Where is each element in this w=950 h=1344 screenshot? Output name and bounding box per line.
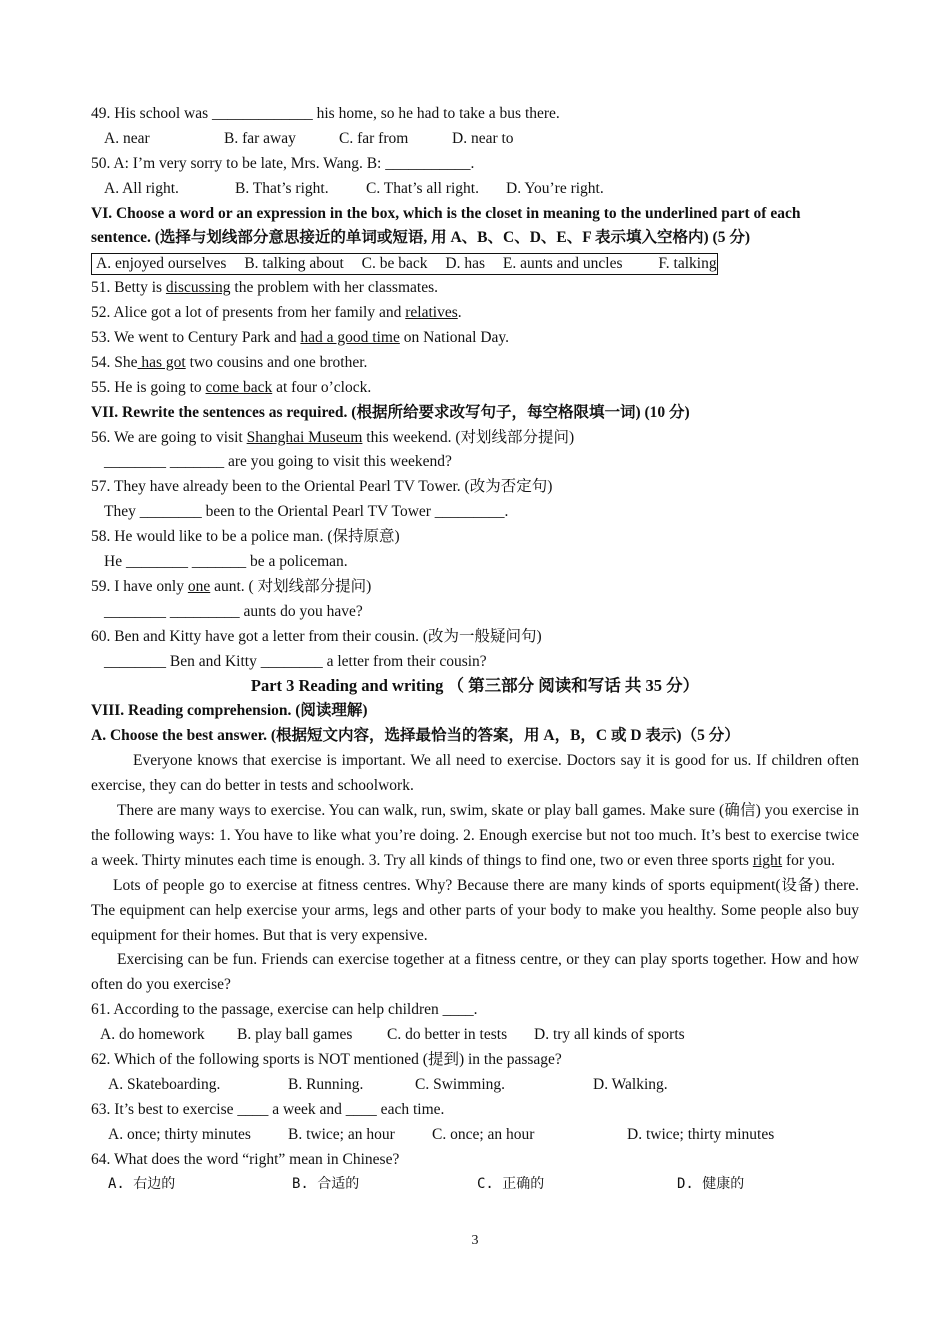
q63-options: [91, 1123, 859, 1148]
q64-option-a: A. 右边的: [108, 1176, 176, 1193]
q55-post: at four o’clock.: [272, 378, 372, 396]
passage-paragraph-3: Lots of people go to exercise at fitness centres. Why? Because there are many kinds of sports equipment(设备) there. The equipment can help exercise your arms, legs and other parts of your body to make you healthy. Some people also buy equipment for their homes. But that is very expensive.: [91, 876, 859, 944]
q59-underlined: one: [187, 577, 211, 595]
passage-p2-underlined: right: [752, 851, 783, 869]
q52-post: .: [457, 304, 462, 322]
q62-options: [91, 1073, 859, 1098]
q62-option-a: A. Skateboarding.: [108, 1075, 221, 1093]
q63-option-a: A. once; thirty minutes: [108, 1125, 251, 1143]
q60-stem: 60. Ben and Kitty have got a letter from their cousin. (改为一般疑问句): [91, 627, 542, 645]
q51-underlined: discussing: [165, 279, 231, 297]
q54-pre: 54. She: [91, 353, 138, 371]
q59-post: aunt. ( 对划线部分提问): [210, 577, 372, 595]
q51: [91, 276, 859, 301]
q56-underlined: Shanghai Museum: [246, 428, 363, 446]
q52-underlined: relatives: [405, 304, 458, 322]
q51-post: the problem with her classmates.: [230, 279, 438, 297]
q50-option-b: B. That’s right.: [235, 179, 329, 197]
passage-p2-pre: There are many ways to exercise. You can walk, run, swim, skate or play ball games. Make sure (确信) you exercise in the following ways: 1. You have to like what you’re doing. 2. Enough exercise but not too much. It’s best to exercise twice a week. Thirty minutes each time is enough. 3. Try all kinds of things to find one, two or even three sports: [91, 801, 859, 869]
q54-underlined: has got: [137, 353, 186, 371]
section7-heading: VII. Rewrite the sentences as required. (根据所给要求改写句子，每空格限填一词) (10 分): [91, 403, 690, 421]
q59-answer-line: ________ _________ aunts do you have?: [104, 602, 363, 620]
section6-heading-line1: VI. Choose a word or an expression in the box, which is the closet in meaning to the underlined part of each: [91, 204, 801, 222]
q55: [91, 376, 859, 401]
q49-stem: 49. His school was _____________ his home, so he had to take a bus there.: [91, 105, 560, 122]
q58-stem: 58. He would like to be a police man. (保持原意): [91, 528, 400, 546]
q59-pre: 59. I have only: [91, 577, 188, 595]
q53-pre: 53. We went to Century Park and: [91, 329, 301, 347]
q49-option-c: C. far from: [339, 129, 409, 147]
part3-title: Part 3 Reading and writing （ 第三部分 阅读和写话 共 35 分）: [250, 676, 700, 696]
word-box-item-e: E. aunts and uncles: [502, 255, 623, 273]
q62-option-c: C. Swimming.: [415, 1075, 506, 1093]
q63-option-b: B. twice; an hour: [288, 1125, 395, 1143]
q56-answer-line: ________ _______ are you going to visit this weekend?: [104, 453, 452, 471]
q54: [91, 351, 859, 376]
q64-option-b: B. 合适的: [292, 1176, 360, 1193]
word-box: [91, 253, 718, 275]
section8-sub-a: A. Choose the best answer. (根据短文内容，选择最恰当的答案，用 A，B，C 或 D 表示)（5 分）: [91, 727, 740, 745]
q50-option-d: D. You’re right.: [506, 179, 604, 197]
q50-options: [91, 177, 859, 202]
word-box-item-b: B. talking about: [244, 255, 344, 273]
q52-pre: 52. Alice got a lot of presents from her family and: [91, 304, 406, 322]
word-box-item-f: F. talking: [658, 255, 717, 273]
q54-post: two cousins and one brother.: [185, 353, 368, 371]
q49-option-a: A. near: [104, 129, 150, 147]
q62-option-b: B. Running.: [288, 1075, 364, 1093]
q64-options: [91, 1172, 859, 1197]
q61-option-c: C. do better in tests: [387, 1026, 508, 1044]
passage-p2-post: for you.: [782, 851, 836, 869]
q57-stem: 57. They have already been to the Oriental Pearl TV Tower. (改为否定句): [91, 478, 553, 496]
q64-option-d: D. 健康的: [677, 1176, 745, 1193]
q61-option-d: D. try all kinds of sports: [534, 1026, 685, 1044]
q56-pre: 56. We are going to visit: [91, 428, 247, 446]
q53-underlined: had a good time: [300, 329, 400, 347]
page-content: [91, 102, 859, 1197]
q63-option-d: D. twice; thirty minutes: [627, 1125, 775, 1143]
q51-pre: 51. Betty is: [91, 279, 166, 297]
word-box-item-d: D. has: [445, 255, 485, 273]
q61-stem: 61. According to the passage, exercise can help children ____.: [91, 1001, 478, 1019]
q50-option-c: C. That’s all right.: [366, 179, 479, 197]
q49-option-d: D. near to: [452, 129, 514, 147]
q59-stem: [91, 575, 859, 600]
q56-post: this weekend. (对划线部分提问): [362, 428, 575, 446]
q61-option-b: B. play ball games: [237, 1026, 353, 1044]
q63-option-c: C. once; an hour: [432, 1125, 535, 1143]
page-number: 3: [471, 1233, 479, 1248]
q53-post: on National Day.: [399, 329, 510, 347]
q61-option-a: A. do homework: [100, 1026, 205, 1044]
q61-options: [91, 1023, 859, 1048]
section8-heading: VIII. Reading comprehension. (阅读理解): [91, 702, 368, 720]
word-box-row: [91, 251, 859, 276]
q49-options: [91, 127, 859, 152]
q64-stem: 64. What does the word “right” mean in Chinese?: [91, 1150, 400, 1168]
q53: [91, 326, 859, 351]
q50-option-a: A. All right.: [104, 179, 179, 197]
q62-option-d: D. Walking.: [593, 1075, 668, 1093]
q64-option-c: C. 正确的: [477, 1176, 545, 1193]
section6-heading-line2: sentence. (选择与划线部分意思接近的单词或短语, 用 A、B、C、D、E、F 表示填入空格内) (5 分): [91, 229, 751, 247]
q55-underlined: come back: [205, 378, 273, 396]
passage-paragraph-1: Everyone knows that exercise is important. We all need to exercise. Doctors say it is good for us. If children often exercise, they can do better in tests and schoolwork.: [91, 752, 859, 795]
word-box-item-c: C. be back: [361, 255, 428, 273]
q62-stem: 62. Which of the following sports is NOT mentioned (提到) in the passage?: [91, 1051, 562, 1068]
q55-pre: 55. He is going to: [91, 378, 206, 396]
q60-answer-line: ________ Ben and Kitty ________ a letter from their cousin?: [104, 652, 487, 670]
q52: [91, 301, 859, 326]
q58-answer-line: He ________ _______ be a policeman.: [104, 553, 348, 571]
q50-stem: 50. A: I’m very sorry to be late, Mrs. Wang. B: ___________.: [91, 154, 475, 172]
q49-option-b: B. far away: [224, 129, 296, 147]
q56-stem: [91, 426, 859, 451]
word-box-item-a: A. enjoyed ourselves: [96, 255, 227, 273]
passage-paragraph-2: [91, 799, 859, 874]
q57-answer-line: They ________ been to the Oriental Pearl TV Tower _________.: [104, 503, 509, 521]
q63-stem: 63. It’s best to exercise ____ a week and ____ each time.: [91, 1100, 445, 1118]
passage-paragraph-4: Exercising can be fun. Friends can exercise together at a fitness centre, or they can play sports together. How and how often do you exercise?: [91, 951, 859, 994]
